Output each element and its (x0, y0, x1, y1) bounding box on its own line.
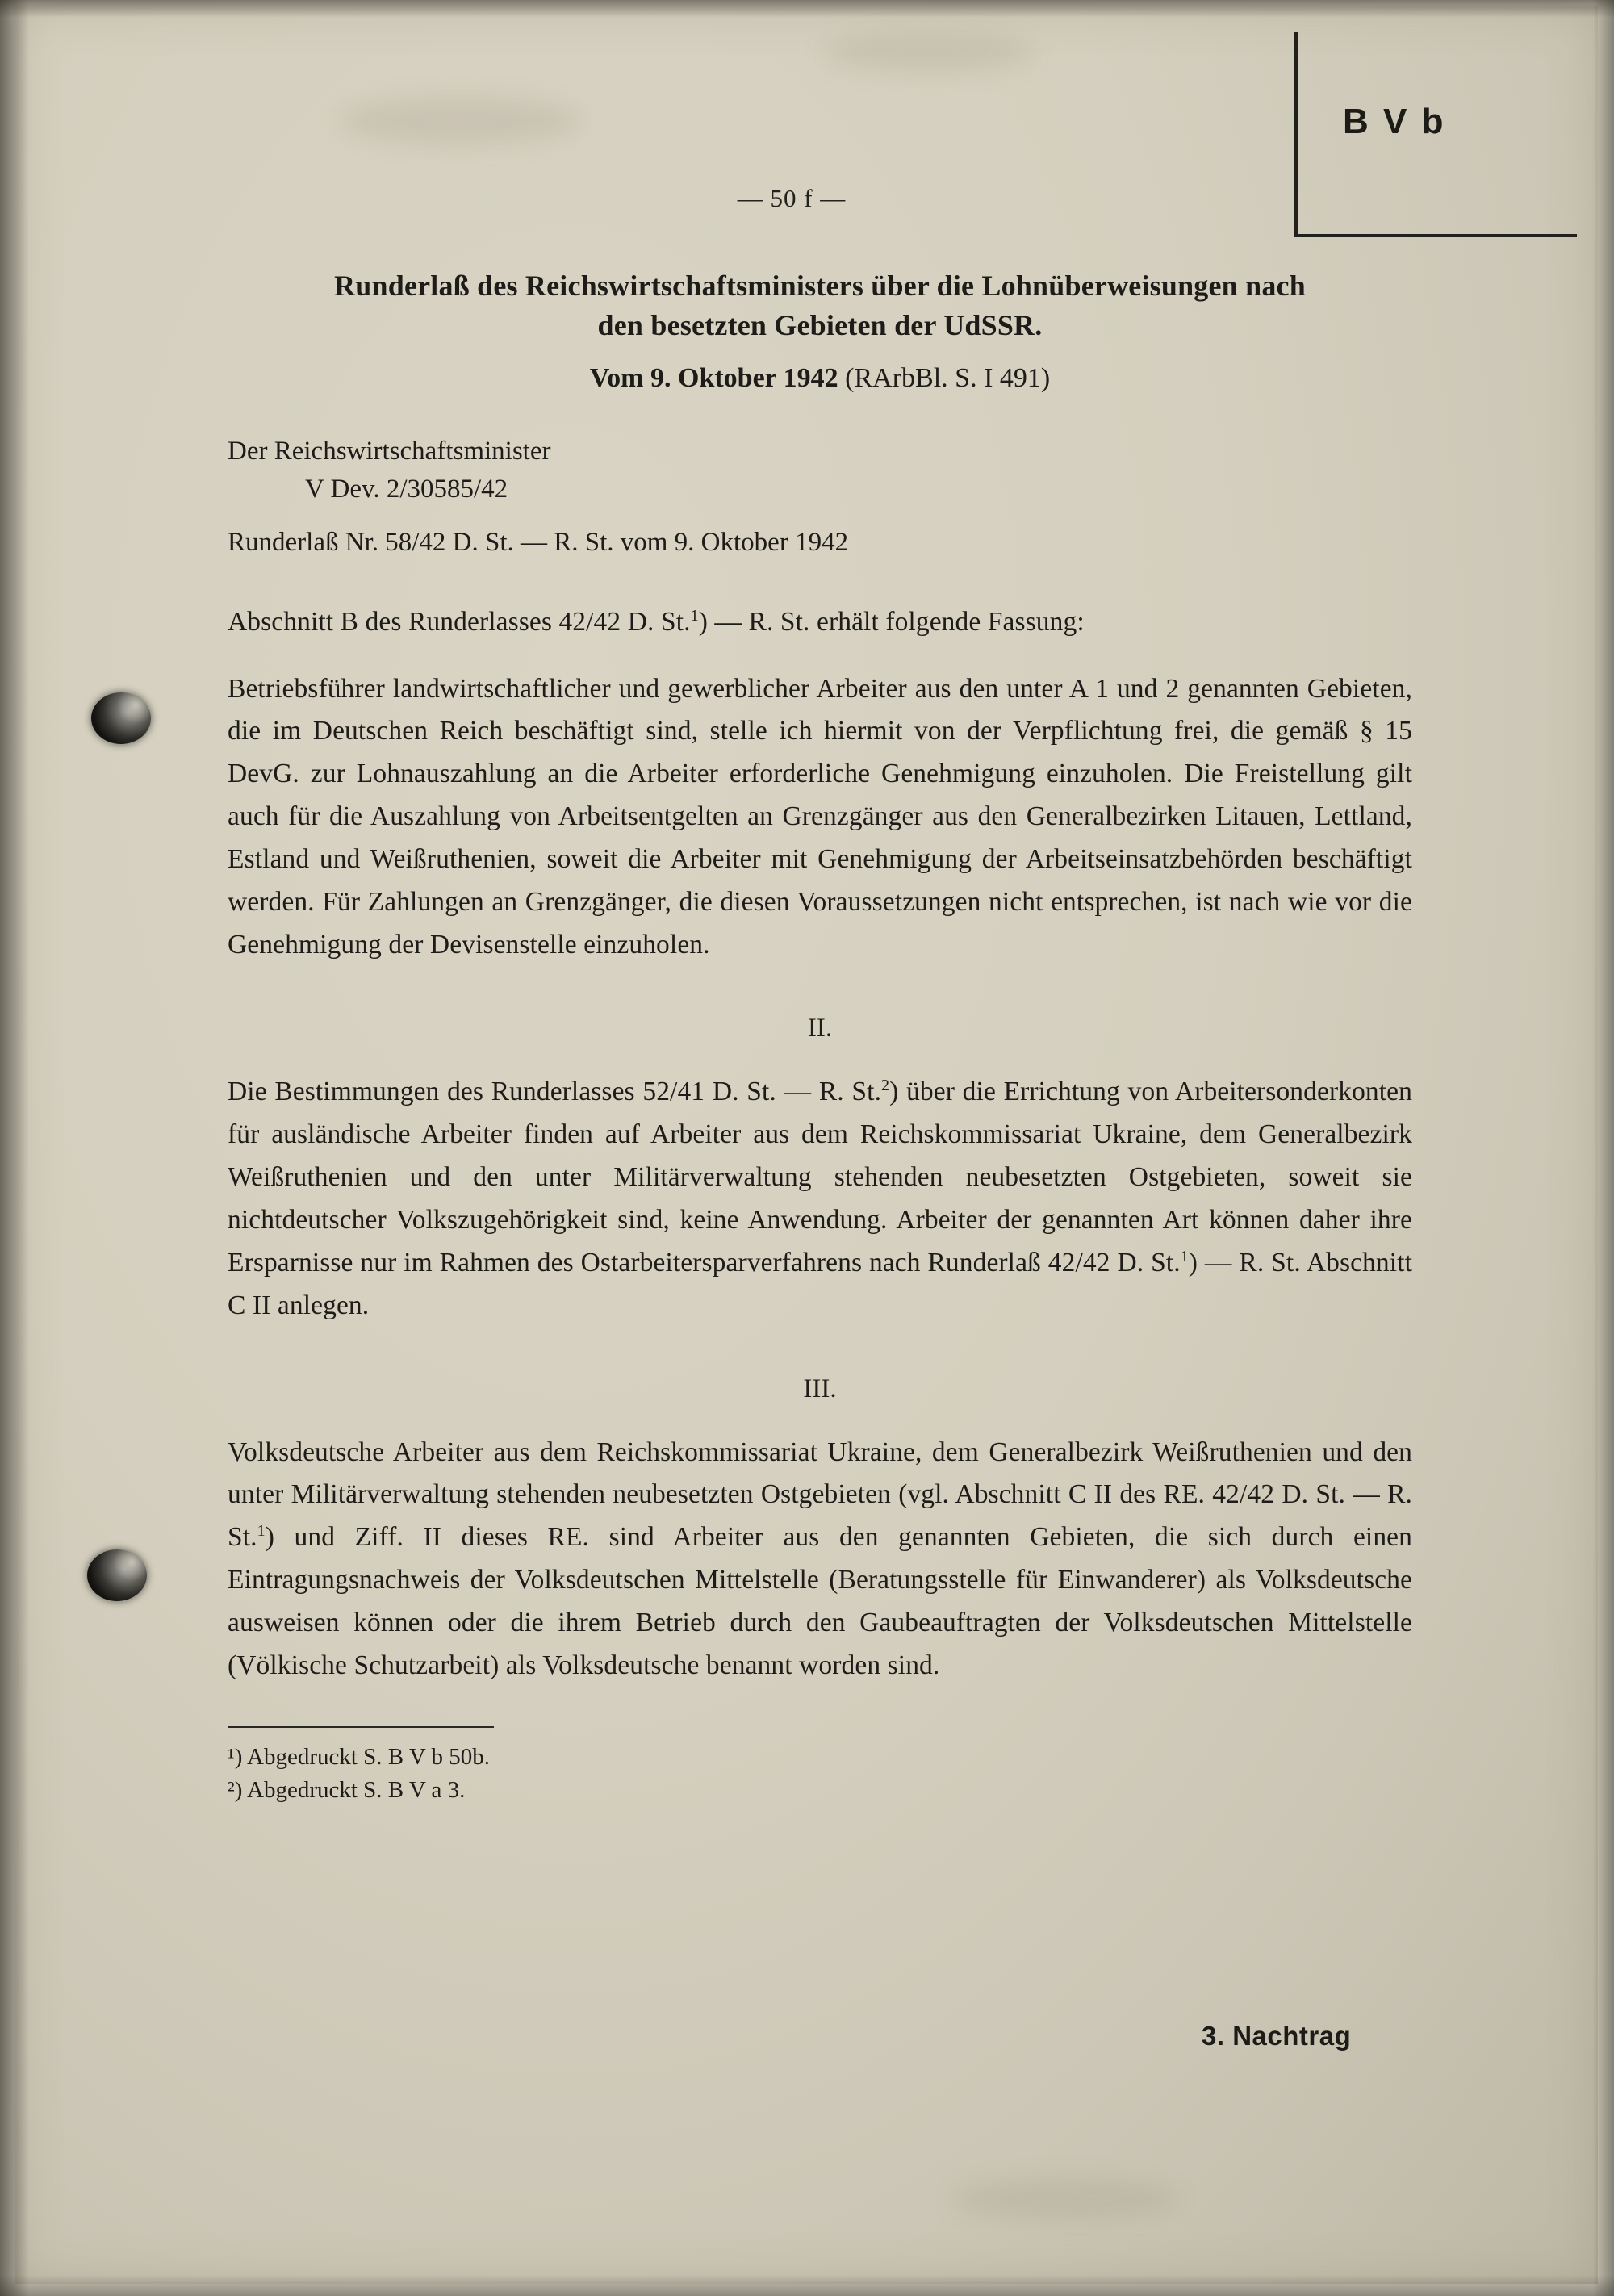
document-body (228, 266, 1412, 1807)
section-heading-iii: III. (803, 1374, 837, 1403)
punch-hole-highlight (91, 692, 151, 744)
paragraph-two-part-b: ) über die Errichtung von Arbeitersonderkonten für ausländische Arbeiter finden auf Arbeiter aus dem Reichskommissariat Ukraine, dem Generalbezirk Weißruthenien und den unter Militärverwaltung stehenden neubesetzten Ostgebieten, soweit sie nichtdeutscher Volkszugehörigkeit sind, keine Anwendung. Arbeiter der genannten Art können daher ihre Ersparnisse nur im Rahmen des Ostarbeitersparverfahrens nach Runderlaß 42/42 D. St. (228, 1077, 1412, 1278)
paragraph-one: Betriebsführer landwirtschaftlicher und gewerblicher Arbeiter aus den unter A 1 und 2 genannten Gebieten, die im Deutschen Reich beschäftigt sind, stelle ich hiermit von der Verpflichtung frei, die gemäß § 15 DevG. zur Lohnauszahlung an die Arbeiter erforderliche Genehmigung einzuholen. Die Freistellung gilt auch für die Auszahlung von Arbeitsentgelten an Grenzgänger aus den Generalbezirken Litauen, Lettland, Estland und Weißruthenien, soweit die Arbeiter mit Genehmigung der Arbeitseinsatzbehörden beschäftigt werden. Für Zahlungen an Grenzgänger, die diesen Voraussetzungen nicht entsprechen, ist nach wie vor die Genehmigung der Devisenstelle einzuholen. (228, 673, 1412, 960)
section-marker-label: B V b (1343, 102, 1446, 141)
scan-smudge (823, 32, 1033, 73)
footnote-ref-1: 1 (690, 606, 699, 625)
paragraph-two (228, 1071, 1412, 1328)
issuer-name: Der Reichswirtschaftsminister (228, 436, 551, 466)
footnotes (228, 1741, 1412, 1807)
page-edge-shadow-top (0, 0, 1614, 18)
paragraph-three-part-b: ) und Ziff. II dieses RE. sind Arbeiter aus den genannten Gebieten, die sich durch einen Eintragungsnachweis der Volksdeutschen Mittelstelle (Beratungsstelle für Einwanderer) als Volksdeutsche ausweisen können oder die ihrem Betrieb durch den Gaubeauftragten der Volksdeutschen Mittelstelle (Völkische Schutzarbeit) als Volksdeutsche benannt worden sind. (228, 1522, 1412, 1681)
issuer-block (228, 433, 1412, 508)
page-edge-shadow-left (0, 0, 29, 2296)
intro-paragraph (228, 601, 1412, 644)
footnote-divider (228, 1726, 494, 1728)
footnote-ref-1b: 1 (1180, 1247, 1189, 1265)
footnote-ref-2: 2 (881, 1076, 890, 1094)
doc-date-reference: (RArbBl. S. I 491) (845, 362, 1051, 393)
issuer-reference: V Dev. 2/30585/42 (305, 474, 508, 504)
punch-hole-highlight (87, 1549, 147, 1601)
scan-smudge (339, 97, 581, 145)
page-edge-shadow-right (1593, 0, 1614, 2296)
supplement-note: 3. Nachtrag (1202, 2021, 1352, 2051)
doc-date-bold: Vom 9. Oktober 1942 (589, 362, 838, 393)
doc-title-line-2: den besetzten Gebieten der UdSSR. (597, 308, 1043, 341)
section-heading-ii: II. (807, 1014, 833, 1043)
page-number: — 50 f — (737, 184, 847, 212)
page-title (228, 266, 1412, 345)
footnote-item-2: ²) Abgedruckt S. B V a 3. (228, 1777, 466, 1804)
scan-smudge (952, 2179, 1178, 2219)
paragraph-two-part-a: Die Bestimmungen des Runderlasses 52/41 D. St. — R. St. (228, 1077, 882, 1106)
footnote-item-1: ¹) Abgedruckt S. B V b 50b. (228, 1744, 491, 1771)
doc-title-line-1: Runderlaß des Reichswirtschaftsministers über die Lohnüberweisungen nach (334, 270, 1306, 302)
intro-text-part-2: ) — R. St. erhält folgende Fassung: (698, 606, 1085, 637)
circular-number: Runderlaß Nr. 58/42 D. St. — R. St. vom 9. Oktober 1942 (228, 527, 849, 557)
intro-text-part-1: Abschnitt B des Runderlasses 42/42 D. St. (228, 606, 691, 637)
paragraph-three (228, 1432, 1412, 1688)
paragraph-three-part-a: Volksdeutsche Arbeiter aus dem Reichskommissariat Ukraine, dem Generalbezirk Weißruthenien und den unter Militärverwaltung stehenden neubesetzten Ostgebieten (vgl. Abschnitt C II des RE. 42/42 D. St. — R. St. (228, 1437, 1412, 1553)
doc-date (228, 363, 1412, 394)
footnote-ref-1c: 1 (257, 1522, 266, 1541)
page-edge-shadow-bottom (0, 2275, 1614, 2296)
paragraph-two-part-c: ) — R. St. Abschnitt C II anlegen. (228, 1247, 1412, 1320)
